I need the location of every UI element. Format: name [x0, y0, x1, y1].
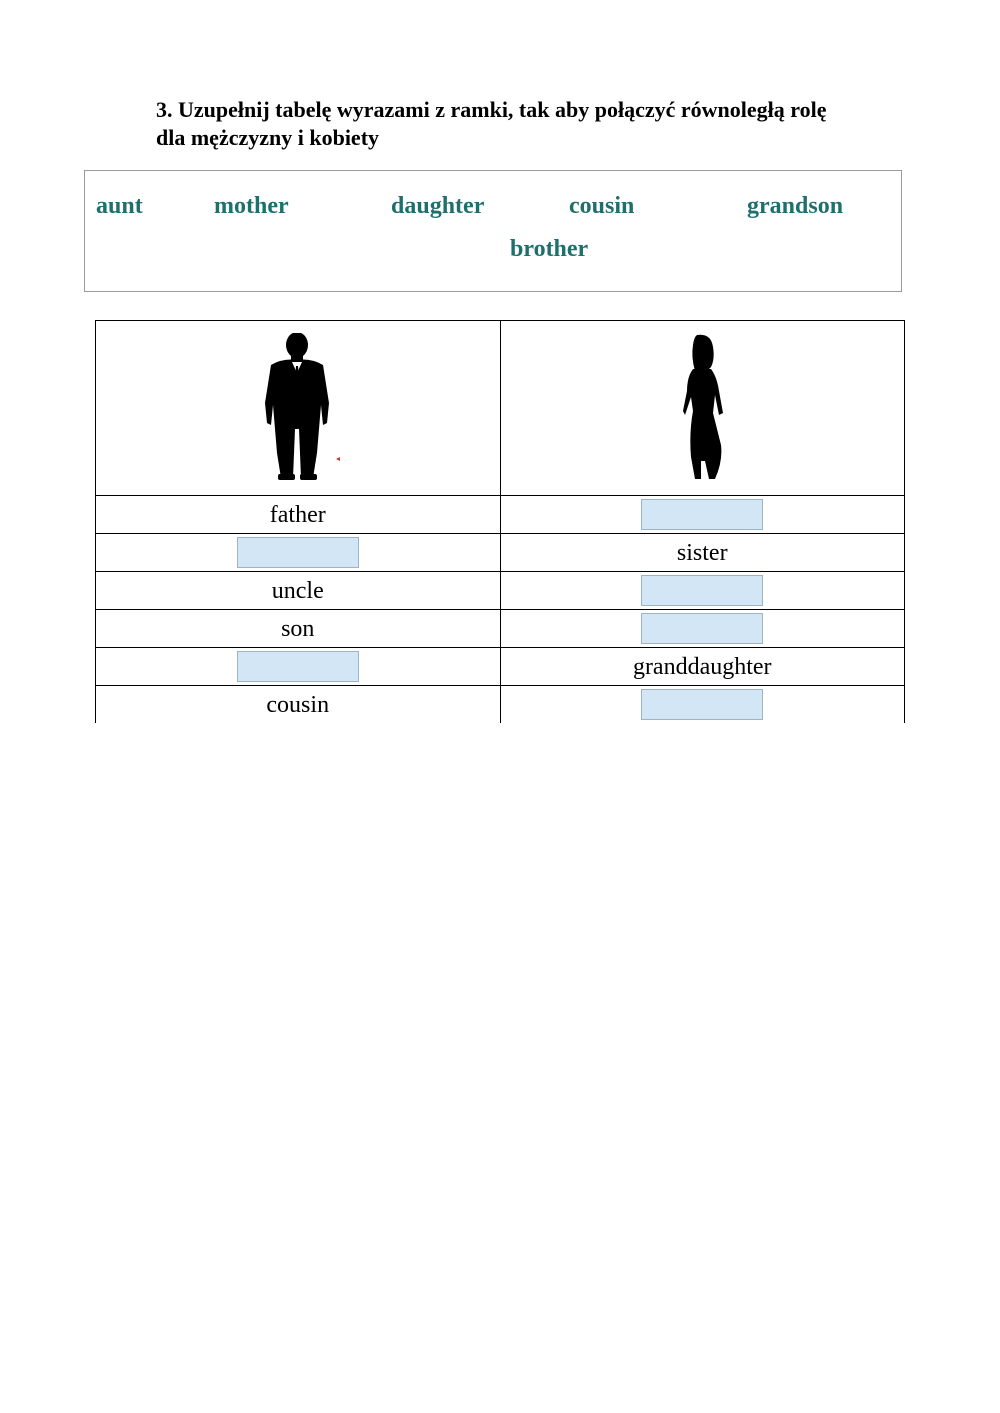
table-row	[96, 686, 905, 724]
answer-drop-box[interactable]	[641, 499, 763, 530]
instruction-line-1: 3. Uzupełnij tabelę wyrazami z ramki, tak aby połączyć równoległą rolę	[156, 97, 827, 122]
male-cell	[96, 572, 501, 610]
male-cell	[96, 610, 501, 648]
word-bank	[84, 170, 902, 292]
male-role: son	[281, 615, 315, 642]
male-cell	[96, 686, 501, 724]
table-row	[96, 496, 905, 534]
male-cell	[96, 648, 501, 686]
answer-drop-box[interactable]	[237, 537, 359, 568]
man-silhouette-icon	[253, 333, 343, 483]
male-picture-cell	[96, 321, 501, 496]
answer-drop-box[interactable]	[237, 651, 359, 682]
instruction-line-2: dla mężczyzny i kobiety	[156, 125, 380, 150]
female-cell	[500, 648, 905, 686]
table-row	[96, 648, 905, 686]
exercise-instruction	[156, 96, 896, 152]
female-cell	[500, 534, 905, 572]
word-bank-item[interactable]: cousin	[569, 193, 635, 219]
female-role: sister	[676, 539, 728, 566]
table-row	[96, 610, 905, 648]
male-role: cousin	[266, 691, 330, 718]
word-bank-item[interactable]: grandson	[747, 193, 844, 219]
table-header-row	[96, 321, 905, 496]
table-row	[96, 572, 905, 610]
male-role: father	[269, 501, 326, 528]
male-cell	[96, 534, 501, 572]
word-bank-item[interactable]: daughter	[391, 193, 485, 219]
table-row	[96, 534, 905, 572]
word-bank-item[interactable]: aunt	[96, 193, 143, 219]
male-cell	[96, 496, 501, 534]
female-cell	[500, 686, 905, 724]
woman-silhouette-icon	[667, 333, 737, 483]
answer-drop-box[interactable]	[641, 689, 763, 720]
female-role: granddaughter	[632, 653, 772, 680]
male-role: uncle	[271, 577, 324, 604]
answer-drop-box[interactable]	[641, 613, 763, 644]
roles-table	[95, 320, 905, 723]
female-picture-cell	[500, 321, 905, 496]
female-cell	[500, 496, 905, 534]
word-bank-item[interactable]: brother	[510, 236, 589, 262]
female-cell	[500, 610, 905, 648]
answer-drop-box[interactable]	[641, 575, 763, 606]
female-cell	[500, 572, 905, 610]
word-bank-item[interactable]: mother	[214, 193, 289, 219]
